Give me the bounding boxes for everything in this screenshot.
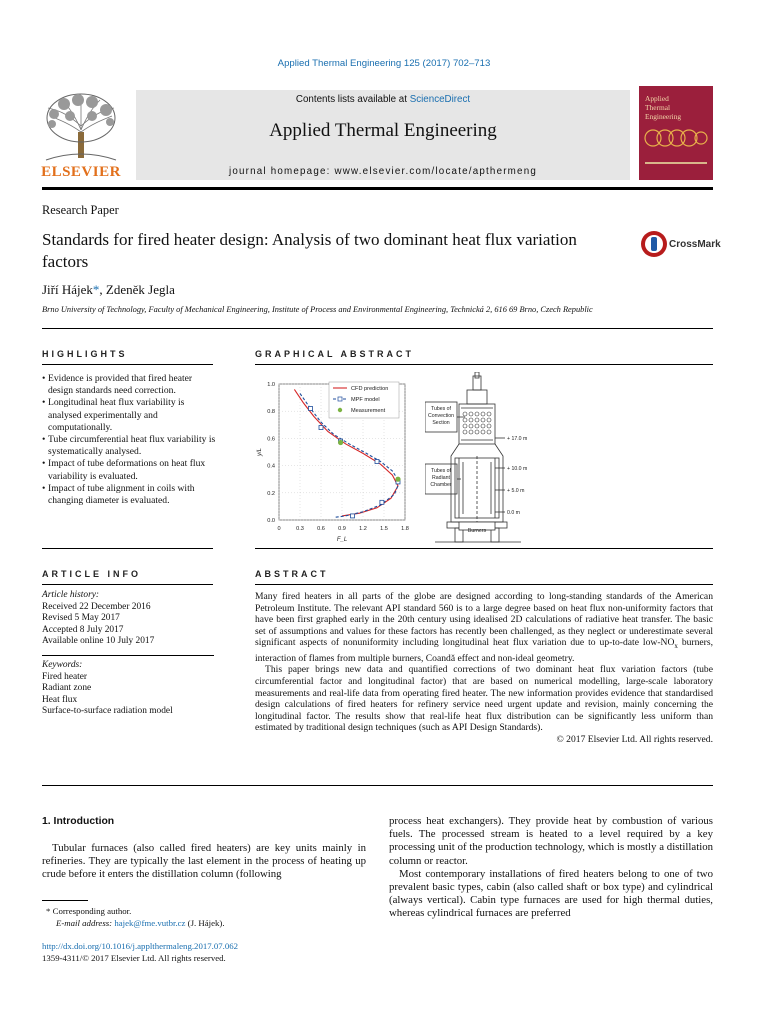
contents-line: Contents lists available at ScienceDirect (295, 94, 471, 105)
history-item: Available online 10 July 2017 (42, 636, 155, 647)
doi-link[interactable]: http://dx.doi.org/10.1016/j.applthermaleng.2017.07.062 (42, 941, 239, 951)
legend-label: CFD prediction (351, 386, 389, 392)
author-hajek: Jiří Hájek (42, 282, 93, 297)
footnote: * Corresponding author. E-mail address: hajek@fme.vutbr.cz (J. Hájek). (46, 906, 225, 928)
header-rule (42, 187, 713, 190)
x-tick-label: 0 (277, 526, 281, 532)
highlight-item: • Tube circumferential heat flux variability is systematically analysed. (42, 434, 218, 458)
author-jegla: Zdeněk Jegla (105, 282, 175, 297)
article-type: Research Paper (42, 203, 119, 217)
issn-line: 1359-4311/© 2017 Elsevier Ltd. All rights reserved. (42, 953, 226, 963)
publisher-name: ELSEVIER (41, 164, 121, 180)
legend-swatch-marker (338, 397, 342, 401)
journal-cover (639, 86, 713, 180)
graphical-abstract-rule (255, 364, 713, 365)
journal-masthead (136, 90, 630, 180)
measurement-point (338, 440, 343, 445)
intro-right-column (389, 815, 713, 921)
cover-title: Applied Thermal Engineering (645, 94, 682, 121)
footnote-rule (42, 900, 88, 901)
diagram-label: Tubes of (431, 406, 451, 412)
authors: Jiří Hájek*, Zdeněk Jegla (42, 282, 175, 297)
legend-label: Measurement (351, 408, 386, 414)
y-tick-label: 0.0 (267, 518, 275, 524)
crossmark-badge[interactable] (640, 230, 721, 263)
journal-reference[interactable]: Applied Thermal Engineering 125 (2017) 702–713 (277, 58, 491, 69)
legend-label: MPF model (351, 397, 380, 403)
crossmark-icon (640, 230, 668, 258)
measurement-point (395, 477, 400, 482)
affiliation-rule (42, 328, 713, 329)
diagram-label: Section (432, 420, 450, 426)
highlight-item: • Impact of tube deformations on heat flux variability is evaluated. (42, 458, 218, 482)
section-heading-introduction: 1. Introduction (42, 816, 115, 827)
y-tick-label: 0.6 (267, 436, 275, 443)
elsevier-tree-icon (40, 90, 122, 162)
crossmark-label: CrossMark (669, 239, 721, 250)
series-marker (380, 500, 384, 504)
series-marker (375, 460, 379, 464)
highlights-list (42, 373, 218, 507)
intro-paragraph: Most contemporary installations of fired heaters belong to one of two prevalent basic types, cabin (also called shaft or box type) and cylindrical (always vertical). Cabin type furnaces are used for high thermal duties, whereas cylindrical furnaces are preferred (389, 867, 713, 920)
y-tick-label: 1.0 (267, 382, 275, 388)
graphical-abstract-bottom-rule (255, 548, 713, 549)
diagram-label: Tubes of (431, 468, 451, 474)
highlight-item: • Impact of tube alignment in coils with changing diameter is evaluated. (42, 483, 218, 507)
x-tick-label: 1.8 (401, 526, 409, 532)
series-marker (309, 406, 313, 410)
keyword-item: Radiant zone (42, 683, 92, 694)
x-tick-label: 1.2 (359, 526, 367, 532)
x-tick-label: 0.9 (338, 526, 346, 532)
heat-flux-chart (255, 372, 415, 548)
diagram-label: Radiant (432, 475, 450, 481)
graphical-abstract-heading: GRAPHICAL ABSTRACT (255, 349, 414, 359)
abstract-paragraph: Many fired heaters in all parts of the globe are designed according to long-standing standards of the American Petroleum Institute. The relevant API standard 560 is to a large degree based on heat flux non-uniformity factors that have been first graphed early in the 20th century using idealised 2D calculations of radiative heat transfer. The basic set of assumptions and values for these factors has recently been challenged, as they neglect or underestimate several significant aspects of nonuniformity including longitudinal heat flux variation due to up-to-date low-$NO_x$ burners, interaction of flames from multiple burners, Coandă effect and non-ideal geometry. (255, 591, 713, 664)
history-item: Accepted 8 July 2017 (42, 624, 124, 635)
article-info-heading: ARTICLE INFO (42, 569, 141, 579)
history-item: Revised 5 May 2017 (42, 613, 120, 624)
diagram-label: Convection (428, 413, 454, 419)
abstract-text (255, 591, 713, 746)
x-tick-label: 1.5 (380, 526, 388, 532)
level-label: + 17.0 m (507, 436, 528, 442)
graphical-abstract-figure (255, 372, 713, 548)
level-label: + 5.0 m (507, 488, 525, 494)
affiliation: Brno University of Technology, Faculty of Mechanical Engineering, Institute of Process and Environmental Engineering, Technická 2, 616 69 Brno, Czech Republic (42, 305, 593, 314)
series-marker (319, 426, 323, 430)
highlights-bottom-rule (42, 548, 213, 549)
elsevier-logo (40, 90, 122, 180)
level-label: 0.0 m (507, 510, 520, 516)
article-info-rule (42, 584, 213, 585)
abstract-paragraph: This paper brings new data and quantified corrections of two dominant heat flux variation factors (tube circumferential factor and longitudinal factor) that are based on numerical modelling, large-scale laboratory measurements and real-life data from operating fired heater. The new information provides evidence that standardised design calculations of fired heaters for refinery service need urgent update and revision, mainly concerning the longitudinal factor. The results show that real-life heat flux distribution can be significantly less uniform than estimated by traditional design techniques (such as API Design Standards). (255, 664, 713, 734)
fired-heater-diagram (425, 372, 713, 548)
author-email-link[interactable]: hajek@fme.vutbr.cz (114, 917, 186, 928)
sciencedirect-link[interactable]: ScienceDirect (409, 94, 471, 105)
abstract-copyright: © 2017 Elsevier Ltd. All rights reserved. (556, 734, 713, 746)
diagram-label: Burners (467, 528, 487, 534)
y-tick-label: 0.2 (267, 490, 275, 497)
diagram-label: Chamber (430, 482, 452, 488)
x-axis-label: F_L (336, 537, 348, 543)
journal-homepage[interactable]: journal homepage: www.elsevier.com/locate/apthermeng (228, 166, 537, 177)
keyword-item: Surface-to-surface radiation model (42, 706, 173, 717)
keywords-rule (42, 655, 214, 656)
intro-paragraph: process heat exchangers). They provide heat by combustion of various fuels. The processed stream is heated to a level required by a key processing unit of the production technology, which is mostly a distillation column or reactor. (389, 815, 713, 867)
keyword-item: Heat flux (42, 694, 78, 705)
article-title: Standards for fired heater design: Analysis of two dominant heat flux variation factors (42, 230, 577, 271)
highlight-item: • Evidence is provided that fired heater design standards need correction. (42, 373, 218, 397)
abstract-heading: ABSTRACT (255, 569, 329, 579)
highlight-item: • Longitudinal heat flux variability is analysed experimentally and computationally. (42, 397, 218, 434)
cover-art-icon (643, 126, 709, 150)
keywords: Keywords: Fired heater Radiant zone Heat flux Surface-to-surface radiation model (42, 660, 222, 718)
series-marker (351, 514, 355, 518)
level-label: + 10.0 m (507, 466, 528, 472)
y-axis-label: y/L (257, 447, 263, 457)
y-tick-label: 0.4 (267, 463, 275, 470)
y-tick-label: 0.8 (267, 409, 275, 416)
legend-swatch (338, 408, 342, 412)
x-tick-label: 0.6 (317, 526, 325, 532)
highlights-heading: HIGHLIGHTS (42, 349, 128, 359)
keyword-item: Fired heater (42, 671, 88, 682)
x-tick-label: 0.3 (296, 526, 304, 532)
article-history: Article history: Received 22 December 2016 Revised 5 May 2017 Accepted 8 July 2017 Available online 10 July 2017 (42, 590, 222, 648)
abstract-rule (255, 584, 713, 585)
abstract-bottom-rule (42, 785, 713, 786)
highlights-rule (42, 364, 213, 365)
history-item: Received 22 December 2016 (42, 601, 151, 612)
corresponding-mark[interactable]: * (92, 282, 100, 297)
journal-title: Applied Thermal Engineering (269, 120, 497, 141)
intro-left-paragraph: Tubular furnaces (also called fired heaters) are key units mainly in refineries. They are typically the last element in the process of heating up crude before it enters the distillation column (following (42, 842, 366, 881)
